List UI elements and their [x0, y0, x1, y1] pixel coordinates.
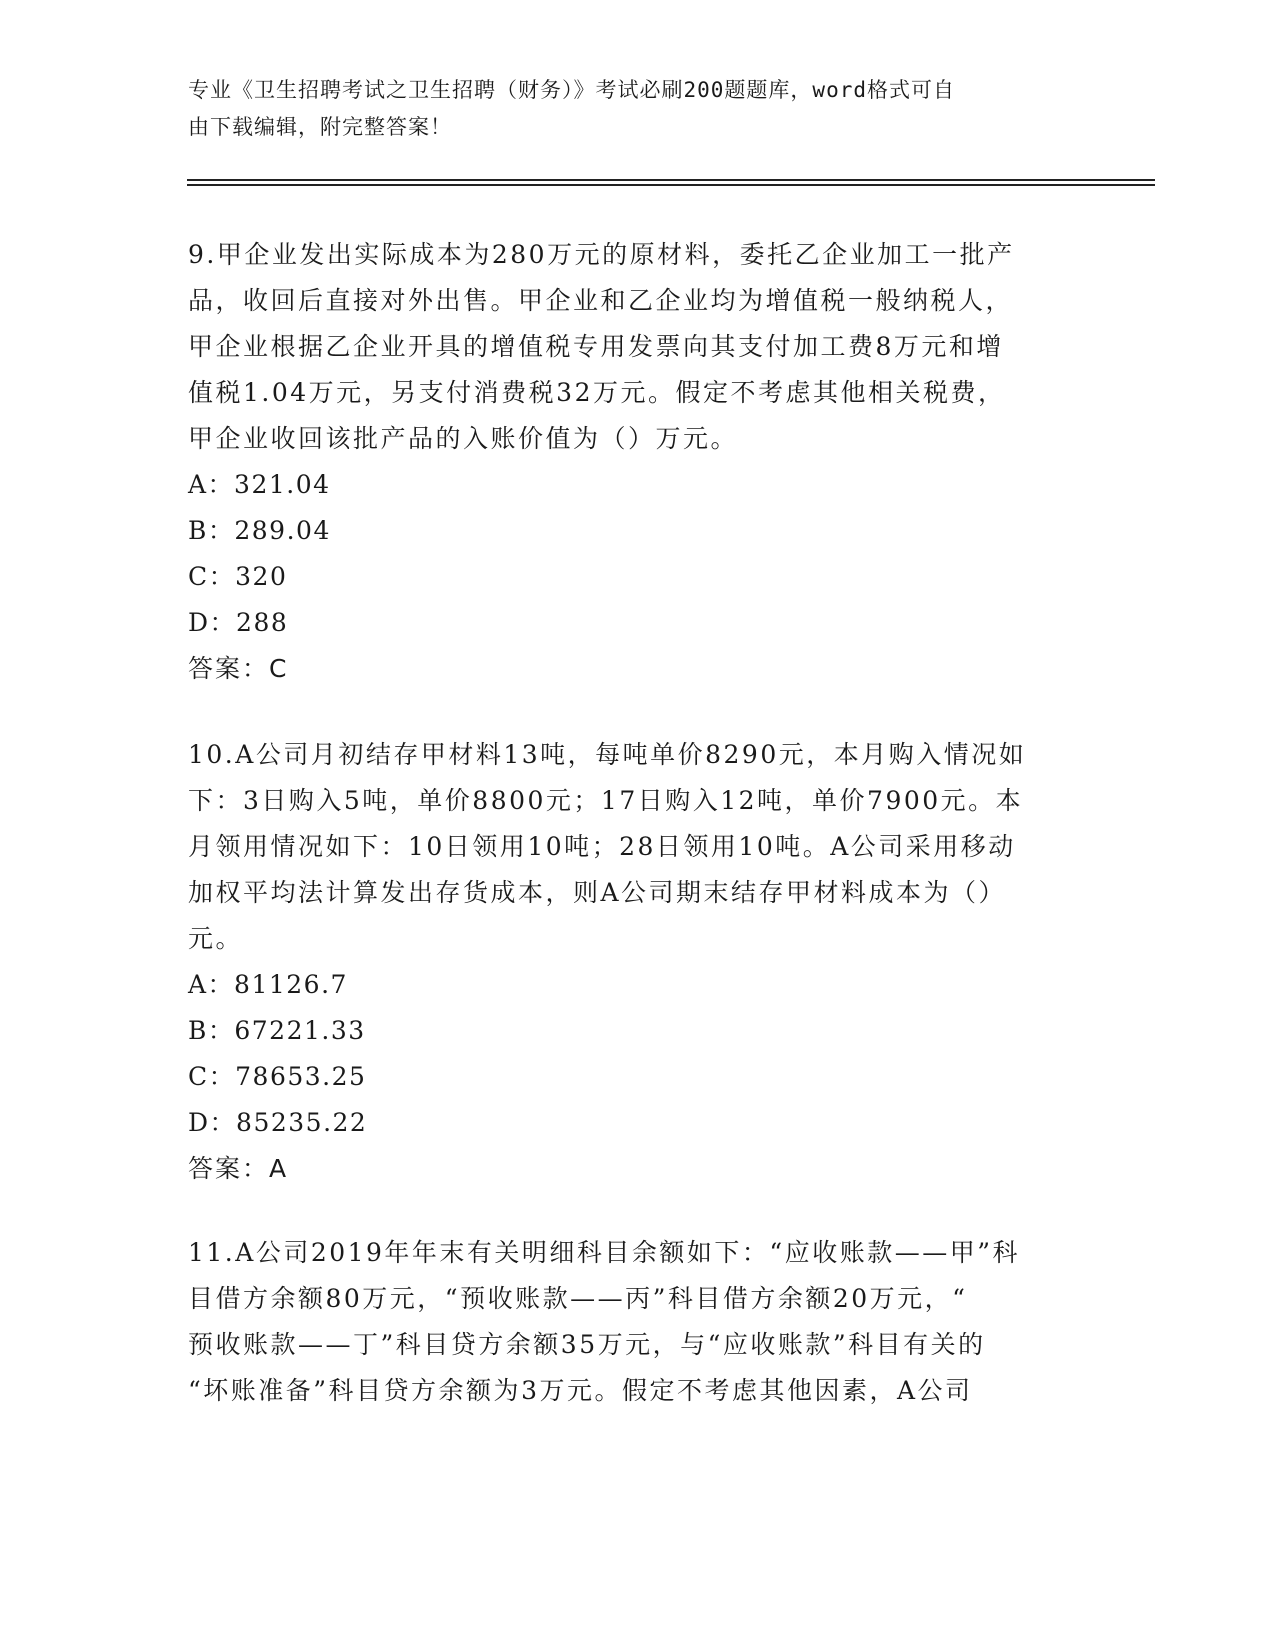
document-header: [188, 72, 1068, 146]
question-stem-line: 元。: [188, 924, 244, 953]
question-stem-line: 品，收回后直接对外出售。甲企业和乙企业均为增值税一般纳税人，: [188, 286, 1014, 315]
question-stem-line: 加权平均法计算发出存货成本，则A公司期末结存甲材料成本为（）: [188, 878, 1007, 907]
option-c: C：78653.25: [188, 1062, 367, 1091]
question-10: [188, 732, 1088, 1192]
header-line-1: 专业《卫生招聘考试之卫生招聘（财务）》考试必刷200题题库，word格式可自: [188, 78, 955, 102]
option-a: A：81126.7: [188, 970, 348, 999]
option-d: D：85235.22: [188, 1108, 368, 1137]
header-line-2: 由下载编辑，附完整答案！: [188, 115, 452, 139]
question-stem-line: 10.A公司月初结存甲材料13吨，每吨单价8290元，本月购入情况如: [188, 740, 1027, 769]
question-stem-line: 甲企业收回该批产品的入账价值为（）万元。: [188, 424, 739, 453]
question-stem-line: 值税1.04万元，另支付消费税32万元。假定不考虑其他相关税费，: [188, 378, 1006, 407]
option-b: B：289.04: [188, 516, 331, 545]
header-divider-top: [187, 179, 1155, 181]
question-stem-line: 月领用情况如下：10日领用10吨；28日领用10吨。A公司采用移动: [188, 832, 1016, 861]
answer: 答案：C: [188, 654, 289, 683]
question-11: [188, 1230, 1088, 1414]
question-stem-line: 11.A公司2019年年末有关明细科目余额如下：“应收账款——甲”科: [188, 1238, 1020, 1267]
question-stem-line: 9.甲企业发出实际成本为280万元的原材料，委托乙企业加工一批产: [188, 240, 1015, 269]
question-stem-line: 预收账款——丁”科目贷方余额35万元，与“应收账款”科目有关的: [188, 1330, 986, 1359]
question-stem-line: “坏账准备”科目贷方余额为3万元。假定不考虑其他因素，A公司: [188, 1376, 973, 1405]
option-c: C：320: [188, 562, 288, 591]
question-stem-line: 甲企业根据乙企业开具的增值税专用发票向其支付加工费8万元和增: [188, 332, 1004, 361]
answer: 答案：A: [188, 1154, 289, 1183]
question-stem-line: 目借方余额80万元，“预收账款——丙”科目借方余额20万元，“: [188, 1284, 968, 1313]
option-d: D：288: [188, 608, 289, 637]
option-a: A：321.04: [188, 470, 331, 499]
question-9: [188, 232, 1088, 692]
option-b: B：67221.33: [188, 1016, 366, 1045]
header-divider-bottom: [187, 184, 1155, 186]
question-stem-line: 下：3日购入5吨，单价8800元；17日购入12吨，单价7900元。本: [188, 786, 1024, 815]
